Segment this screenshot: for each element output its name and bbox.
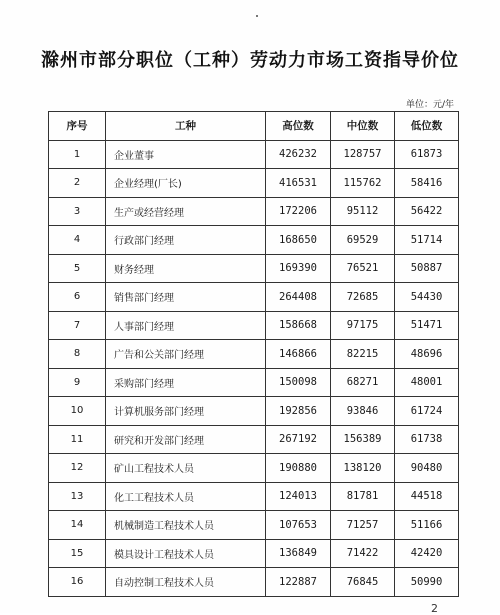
cell-high: 122887 xyxy=(266,568,331,597)
cell-high: 267192 xyxy=(266,425,331,454)
cell-high: 158668 xyxy=(266,311,331,340)
cell-low: 51471 xyxy=(395,311,459,340)
cell-job: 销售部门经理 xyxy=(106,283,266,312)
cell-job: 采购部门经理 xyxy=(106,368,266,397)
cell-job: 模具设计工程技术人员 xyxy=(106,539,266,568)
cell-mid: 82215 xyxy=(331,340,395,369)
table-row xyxy=(49,254,459,283)
cell-job: 广告和公关部门经理 xyxy=(106,340,266,369)
cell-job: 计算机服务部门经理 xyxy=(106,397,266,426)
cell-high: 190880 xyxy=(266,454,331,483)
table-row xyxy=(49,539,459,568)
table-row xyxy=(49,169,459,198)
cell-high: 168650 xyxy=(266,226,331,255)
cell-low: 50887 xyxy=(395,254,459,283)
cell-high: 416531 xyxy=(266,169,331,198)
cell-no: 5 xyxy=(49,254,106,283)
cell-high: 169390 xyxy=(266,254,331,283)
cell-no: 14 xyxy=(49,511,106,540)
cell-job: 化工工程技术人员 xyxy=(106,482,266,511)
cell-mid: 93846 xyxy=(331,397,395,426)
cell-job: 人事部门经理 xyxy=(106,311,266,340)
cell-job: 财务经理 xyxy=(106,254,266,283)
header-job: 工种 xyxy=(106,112,266,141)
table-row xyxy=(49,197,459,226)
cell-high: 426232 xyxy=(266,140,331,169)
cell-no: 9 xyxy=(49,368,106,397)
cell-mid: 81781 xyxy=(331,482,395,511)
cell-no: 2 xyxy=(49,169,106,198)
cell-no: 4 xyxy=(49,226,106,255)
cell-mid: 72685 xyxy=(331,283,395,312)
cell-no: 15 xyxy=(49,539,106,568)
cell-high: 124013 xyxy=(266,482,331,511)
cell-job: 企业董事 xyxy=(106,140,266,169)
cell-high: 150098 xyxy=(266,368,331,397)
header-low: 低位数 xyxy=(395,112,459,141)
cell-job: 矿山工程技术人员 xyxy=(106,454,266,483)
cell-mid: 71257 xyxy=(331,511,395,540)
cell-job: 自动控制工程技术人员 xyxy=(106,568,266,597)
cell-mid: 76845 xyxy=(331,568,395,597)
cell-no: 11 xyxy=(49,425,106,454)
cell-mid: 68271 xyxy=(331,368,395,397)
table-row xyxy=(49,283,459,312)
cell-job: 研究和开发部门经理 xyxy=(106,425,266,454)
cell-mid: 69529 xyxy=(331,226,395,255)
cell-low: 54430 xyxy=(395,283,459,312)
table-row xyxy=(49,140,459,169)
cell-job: 生产或经营经理 xyxy=(106,197,266,226)
table-row xyxy=(49,340,459,369)
table-row xyxy=(49,568,459,597)
cell-mid: 156389 xyxy=(331,425,395,454)
cell-low: 58416 xyxy=(395,169,459,198)
cell-no: 10 xyxy=(49,397,106,426)
cell-low: 90480 xyxy=(395,454,459,483)
cell-job: 机械制造工程技术人员 xyxy=(106,511,266,540)
header-no: 序号 xyxy=(49,112,106,141)
cell-low: 42420 xyxy=(395,539,459,568)
cell-mid: 76521 xyxy=(331,254,395,283)
cell-low: 56422 xyxy=(395,197,459,226)
cell-low: 51714 xyxy=(395,226,459,255)
table-row xyxy=(49,454,459,483)
cell-no: 3 xyxy=(49,197,106,226)
cell-high: 107653 xyxy=(266,511,331,540)
header-high: 高位数 xyxy=(266,112,331,141)
cell-no: 6 xyxy=(49,283,106,312)
cell-low: 61724 xyxy=(395,397,459,426)
cell-low: 48001 xyxy=(395,368,459,397)
cell-mid: 138120 xyxy=(331,454,395,483)
table-row xyxy=(49,397,459,426)
table-row xyxy=(49,226,459,255)
wage-table xyxy=(48,111,459,597)
cell-low: 44518 xyxy=(395,482,459,511)
unit-note: 单位：元/年 xyxy=(405,100,454,110)
page-title: 滁州市部分职位（工种）劳动力市场工资指导价位 xyxy=(41,50,459,71)
cell-high: 264408 xyxy=(266,283,331,312)
cell-low: 61873 xyxy=(395,140,459,169)
table-row xyxy=(49,482,459,511)
cell-high: 192856 xyxy=(266,397,331,426)
cell-high: 146866 xyxy=(266,340,331,369)
cell-mid: 71422 xyxy=(331,539,395,568)
cell-no: 12 xyxy=(49,454,106,483)
cell-job: 企业经理(厂长) xyxy=(106,169,266,198)
cell-mid: 95112 xyxy=(331,197,395,226)
table-row xyxy=(49,368,459,397)
speck-mark xyxy=(256,15,258,17)
table-header-row xyxy=(49,112,459,141)
cell-low: 61738 xyxy=(395,425,459,454)
cell-mid: 115762 xyxy=(331,169,395,198)
table-row xyxy=(49,311,459,340)
cell-no: 1 xyxy=(49,140,106,169)
table-row xyxy=(49,511,459,540)
page-number: 2 xyxy=(431,602,438,615)
cell-low: 48696 xyxy=(395,340,459,369)
cell-low: 51166 xyxy=(395,511,459,540)
cell-no: 13 xyxy=(49,482,106,511)
table-body xyxy=(49,140,459,596)
cell-high: 172206 xyxy=(266,197,331,226)
cell-no: 8 xyxy=(49,340,106,369)
cell-mid: 128757 xyxy=(331,140,395,169)
cell-high: 136849 xyxy=(266,539,331,568)
cell-job: 行政部门经理 xyxy=(106,226,266,255)
cell-no: 7 xyxy=(49,311,106,340)
cell-no: 16 xyxy=(49,568,106,597)
cell-low: 50990 xyxy=(395,568,459,597)
header-mid: 中位数 xyxy=(331,112,395,141)
cell-mid: 97175 xyxy=(331,311,395,340)
table-row xyxy=(49,425,459,454)
